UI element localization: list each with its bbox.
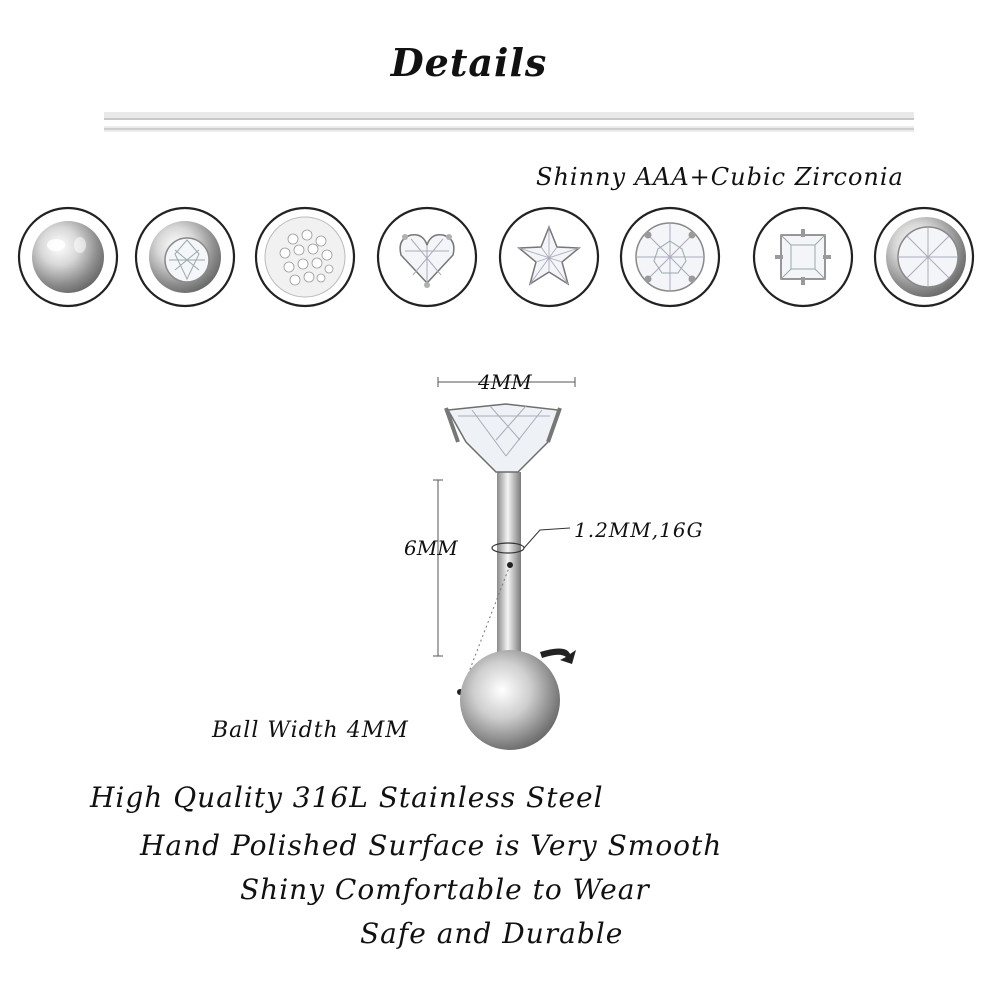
- barbell-diagram: [400, 360, 600, 760]
- round-cz-icon: [618, 205, 722, 309]
- feature-text: Shiny Comfortable to Wear: [240, 873, 650, 906]
- divider: [104, 112, 914, 134]
- feature-text: Safe and Durable: [360, 917, 624, 950]
- gem-ball-icon: [133, 205, 237, 309]
- bar-length-label: 6MM: [404, 536, 458, 560]
- crystal-ball-icon: [253, 205, 357, 309]
- heart-cz-icon: [375, 205, 479, 309]
- square-cz-icon: [751, 205, 855, 309]
- star-cz-icon: [497, 205, 601, 309]
- variants-subtitle: Shinny AAA+Cubic Zirconia: [536, 163, 904, 191]
- feature-text: High Quality 316L Stainless Steel: [90, 781, 604, 814]
- ball-width-label: Ball Width 4MM: [212, 718, 409, 743]
- page-title: Details: [390, 40, 548, 85]
- top-width-label: 4MM: [478, 370, 532, 394]
- feature-text: Hand Polished Surface is Very Smooth: [140, 829, 723, 862]
- steel-ball-icon: [16, 205, 120, 309]
- gauge-label: 1.2MM,16G: [574, 518, 704, 542]
- bezel-cz-icon: [872, 205, 976, 309]
